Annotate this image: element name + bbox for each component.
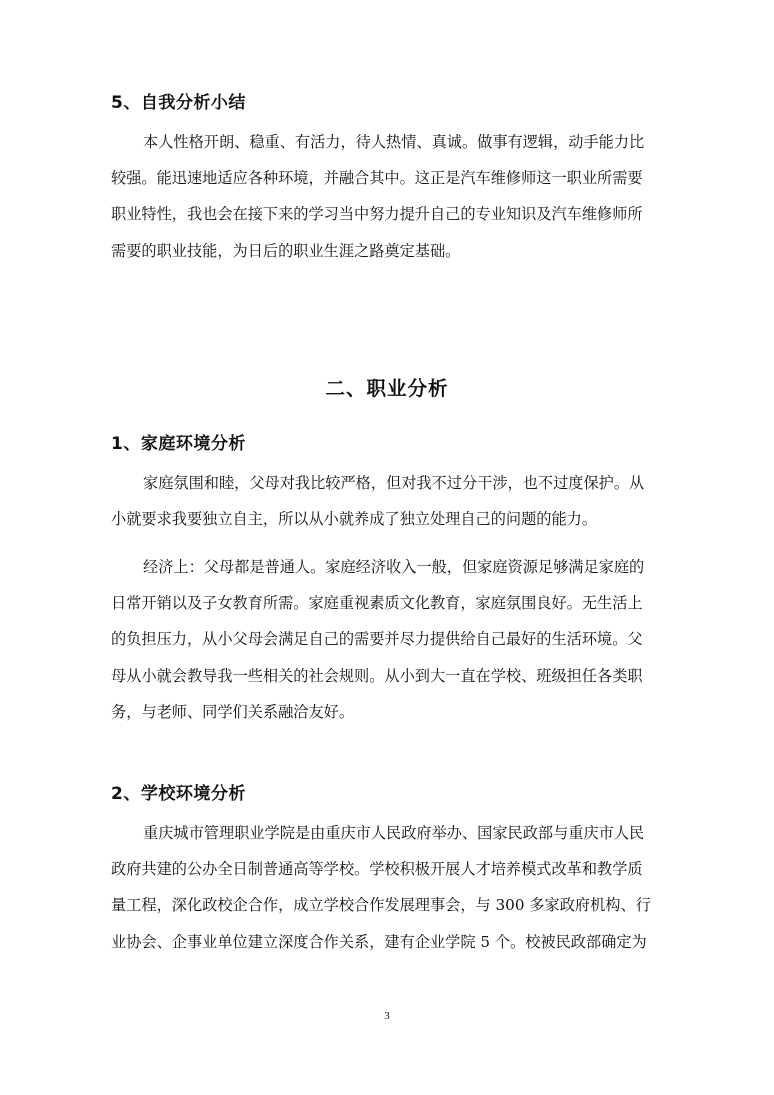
paragraph-family-atmosphere [111,465,663,537]
section-heading-self-analysis-summary: 5、自我分析小结 [111,93,246,113]
text-line: 的负担压力，从小父母会满足自己的需要并尽力提供给自己最好的生活环境。父 [111,630,643,649]
text-line: 需要的职业技能，为日后的职业生涯之路奠定基础。 [111,241,461,260]
text-line: 职业特性，我也会在接下来的学习当中努力提升自己的专业知识及汽车维修师所 [111,205,643,224]
paragraph-family-economy [111,549,663,730]
text-line: 务，与老师、同学们关系融洽友好。 [111,702,354,721]
text-line: 较强。能迅速地适应各种环境，并融合其中。这正是汽车维修师这一职业所需要 [111,169,643,188]
text-line: 量工程，深化政校企合作，成立学校合作发展理事会，与 300 多家政府机构、行 [111,896,651,915]
text-line: 家庭氛围和睦，父母对我比较严格，但对我不过分干涉，也不过度保护。从 [143,474,645,492]
paragraph-self-analysis [111,124,663,269]
page-number: 3 [384,1010,390,1022]
chapter-heading-career-analysis: 二、职业分析 [325,377,449,400]
text-line: 政府共建的公办全日制普通高等学校。学校积极开展人才培养模式改革和教学质 [111,860,643,879]
section-heading-family-environment: 1、家庭环境分析 [111,434,246,454]
text-line: 本人性格开朗、稳重、有活力，待人热情、真诚。做事有逻辑，动手能力比 [143,133,645,151]
section-heading-school-environment: 2、学校环境分析 [111,784,246,804]
text-line: 母从小就会教导我一些相关的社会规则。从小到大一直在学校、班级担任各类职 [111,666,643,685]
text-line: 业协会、企事业单位建立深度合作关系，建有企业学院 5 个。校被民政部确定为 [111,932,647,951]
text-line: 小就要求我要独立自主，所以从小就养成了独立处理自己的问题的能力。 [111,510,597,529]
text-line: 重庆城市管理职业学院是由重庆市人民政府举办、国家民政部与重庆市人民 [143,824,645,842]
paragraph-school-environment [111,815,663,960]
text-line: 日常开销以及子女教育所需。家庭重视素质文化教育，家庭氛围良好。无生活上 [111,594,643,613]
text-line: 经济上：父母都是普通人。家庭经济收入一般，但家庭资源足够满足家庭的 [143,558,645,576]
